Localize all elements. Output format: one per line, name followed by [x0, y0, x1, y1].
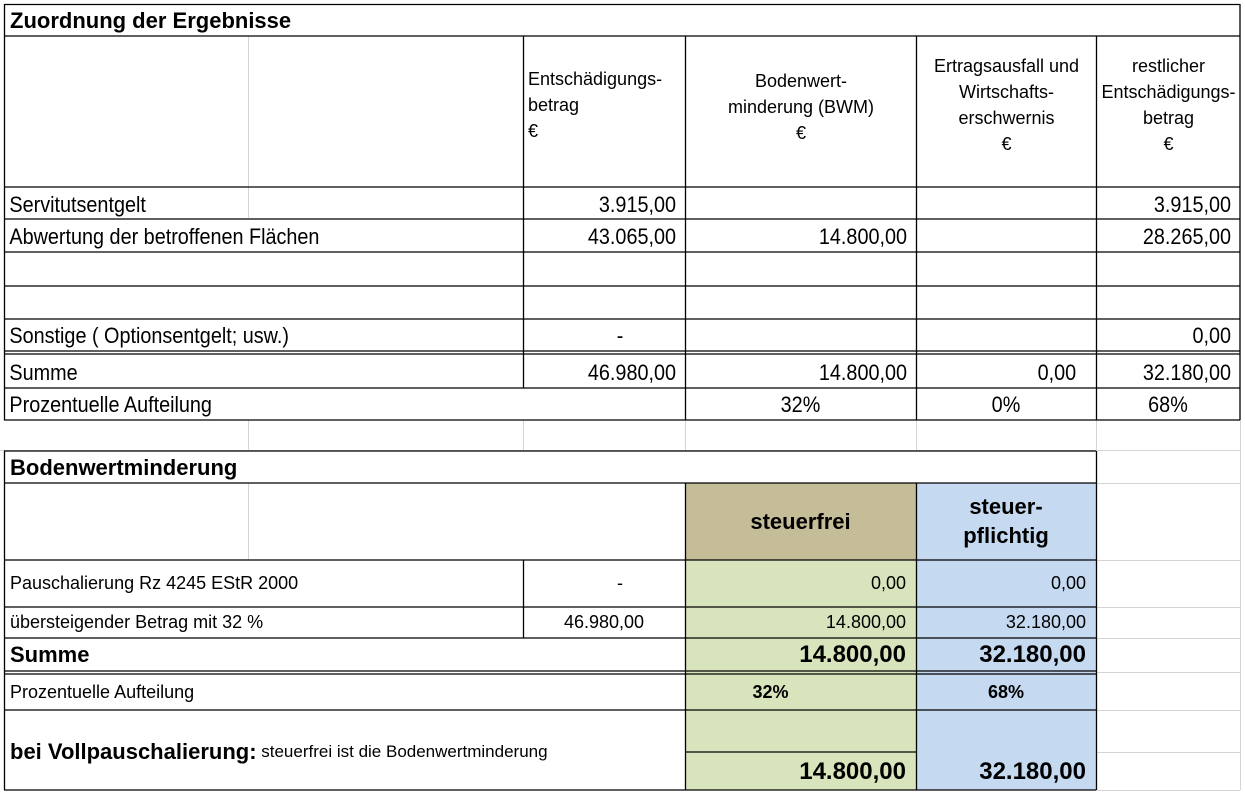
prozent-steuerpflichtig: 68% [987, 681, 1025, 702]
summe-ertrag: 0,00 [1037, 359, 1077, 385]
header-rest-line1: restlicher [1131, 56, 1206, 76]
cell-ertrag [934, 190, 1096, 220]
header-ertragsausfall [917, 53, 1096, 157]
header-entschaedigungsbetrag [528, 66, 683, 144]
header-rest-line4: € [1163, 134, 1174, 154]
header-bwm-line3: € [795, 123, 806, 143]
prozent-steuerfrei: 32% [752, 681, 789, 702]
header-ertrag-line3: erschwernis [958, 108, 1055, 128]
cell-ertrag [934, 222, 1096, 252]
prozent-label: Prozentuelle Aufteilung [9, 392, 212, 417]
cell-steuerfrei: 14.800,00 [825, 612, 906, 632]
summe-label: Summe [10, 642, 90, 667]
header-steuerpflichtig-line2: pflichtig [963, 523, 1049, 548]
prozent-bwm: 32% [780, 392, 821, 417]
cell-bwm: 14.800,00 [818, 224, 907, 249]
prozent-rest: 68% [1148, 392, 1188, 417]
header-steuerpflichtig-line1: steuer- [969, 494, 1043, 519]
cell-entschaedigung: 43.065,00 [587, 224, 676, 249]
header-ertrag-line4: € [1001, 134, 1012, 154]
row-label: Servitutsentgelt [9, 192, 146, 217]
header-entschaedigung-line3: € [528, 121, 539, 141]
cell-steuerpflichtig: 0,00 [1050, 573, 1086, 593]
header-ertrag-line1: Ertragsausfall und [933, 56, 1080, 76]
voll-steuerpflichtig: 32.180,00 [979, 757, 1086, 785]
summe-bwm: 14.800,00 [818, 359, 907, 385]
header-rest-line3: betrag [1142, 108, 1195, 128]
voll-steuerfrei: 14.800,00 [799, 757, 906, 785]
header-bwm-line2: minderung (BWM) [727, 97, 875, 117]
row-label [29, 255, 479, 285]
header-restlicher-betrag [1097, 53, 1240, 157]
section-title-zuordnung: Zuordnung der Ergebnisse [10, 7, 292, 33]
summe-rest: 32.180,00 [1142, 359, 1231, 385]
vollpauschalierung-bold: bei Vollpauschalierung: [10, 739, 257, 764]
row-label: übersteigender Betrag mit 32 % [10, 612, 264, 632]
header-entschaedigung-line2: betrag [528, 95, 580, 115]
row-label [29, 288, 479, 318]
row-label: Pauschalierung Rz 4245 EStR 2000 [10, 573, 299, 593]
cell-betrag: 46.980,00 [563, 612, 645, 632]
cell-rest: 0,00 [1192, 323, 1231, 348]
header-ertrag-line2: Wirtschafts- [958, 82, 1054, 102]
prozent-label: Prozentuelle Aufteilung [10, 681, 195, 702]
row-label: Abwertung der betroffenen Flächen [9, 224, 320, 249]
header-bodenwertminderung [686, 68, 916, 146]
summe-entschaedigung: 46.980,00 [587, 359, 676, 385]
cell-entschaedigung: - [616, 323, 624, 348]
summe-label: Summe [9, 359, 78, 385]
cell-betrag: - [617, 573, 623, 593]
section-title-bodenwertminderung: Bodenwertminderung [10, 454, 238, 480]
header-steuerfrei: steuerfrei [750, 508, 851, 534]
vollpauschalierung-label [4, 735, 674, 769]
header-rest-line2: Entschädigungs- [1101, 82, 1236, 102]
cell-steuerfrei: 0,00 [870, 573, 906, 593]
cell-rest: 28.265,00 [1142, 224, 1231, 249]
header-steuerpflichtig [916, 492, 1096, 550]
summe-steuerpflichtig: 32.180,00 [979, 641, 1086, 668]
cell-bwm [708, 190, 916, 220]
row-label: Sonstige ( Optionsentgelt; usw.) [9, 323, 289, 348]
vollpauschalierung-text: steuerfrei ist die Bodenwertminderung [256, 742, 548, 761]
cell-steuerpflichtig: 32.180,00 [1005, 612, 1086, 632]
cell-entschaedigung: 3.915,00 [598, 192, 676, 217]
header-entschaedigung-line1: Entschädigungs- [528, 69, 663, 89]
cell-rest: 3.915,00 [1153, 192, 1231, 217]
prozent-ertrag: 0% [991, 392, 1021, 417]
header-bwm-line1: Bodenwert- [754, 71, 848, 91]
summe-steuerfrei: 14.800,00 [799, 641, 906, 668]
